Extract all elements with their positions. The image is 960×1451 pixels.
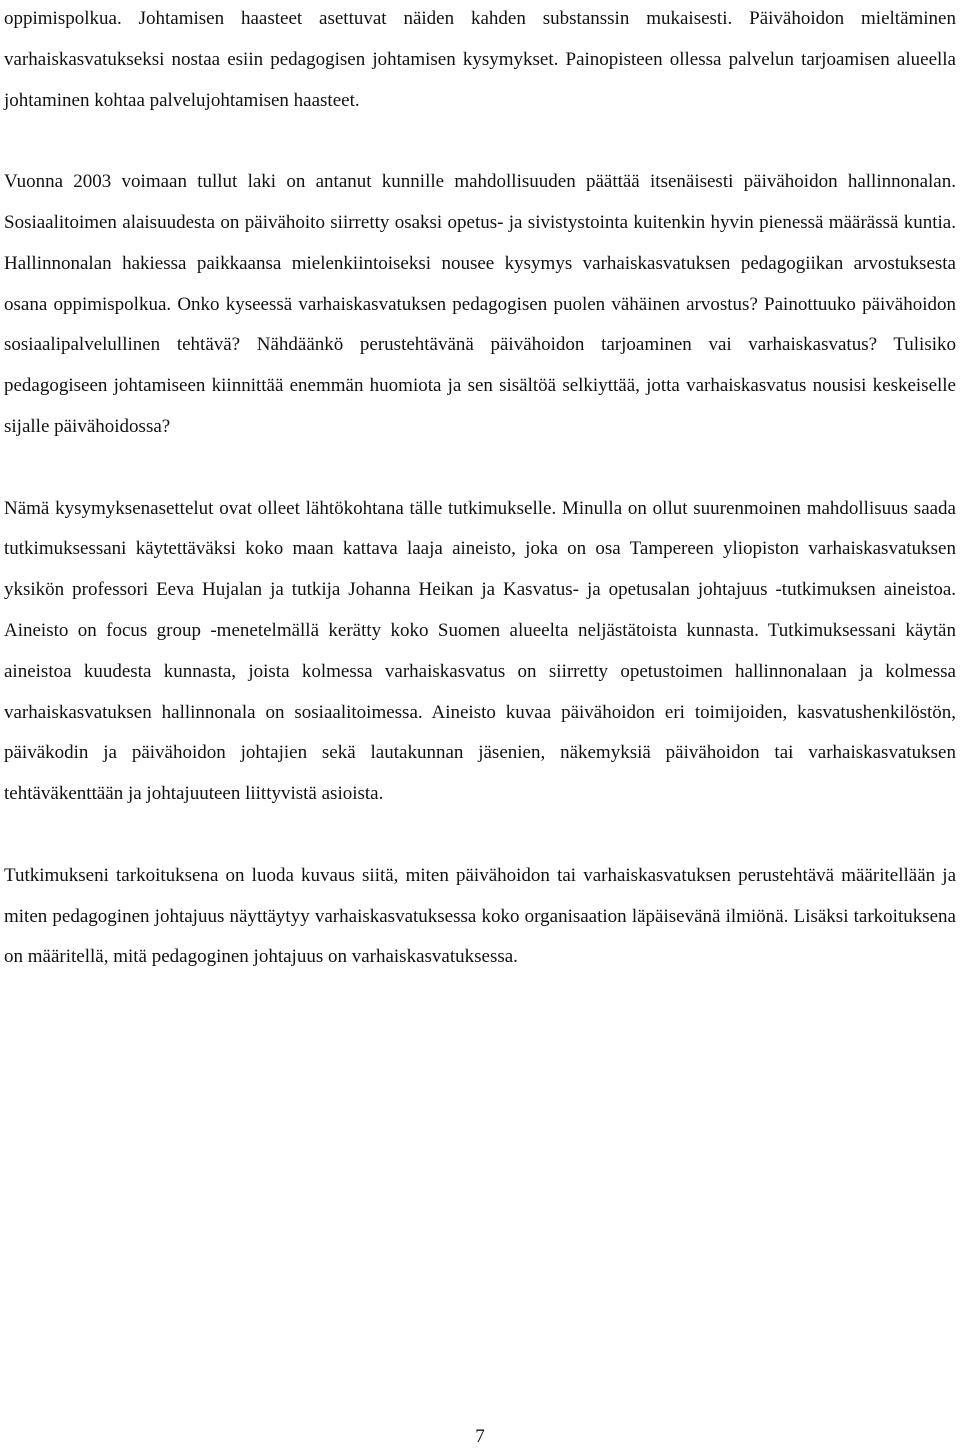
paragraph-1: oppimispolkua. Johtamisen haasteet asettuvat näiden kahden substanssin mukaisesti. Päivähoidon mieltäminen varhaiskasvatukseksi nostaa esiin pedagogisen johtamisen kysymykset. Painopisteen ollessa palvelun tarjoamisen alueella johtaminen kohtaa palvelujohtamisen haasteet.	[4, 8, 956, 111]
body-text	[4, 0, 956, 978]
paragraph-3: Nämä kysymyksenasettelut ovat olleet lähtökohtana tälle tutkimukselle. Minulla on ollut suurenmoinen mahdollisuus saada tutkimuksessani käytettäväksi koko maan kattava laaja aineisto, joka on osa Tampereen yliopiston varhaiskasvatuksen yksikön professori Eeva Hujalan ja tutkija Johanna Heikan ja Kasvatus- ja opetusalan johtajuus -tutkimuksen aineistoa. Aineisto on focus group -menetelmällä kerätty koko Suomen alueelta neljästätoista kunnasta. Tutkimuksessani käytän aineistoa kuudesta kunnasta, joista kolmessa varhaiskasvatus on siirretty opetustoimen hallinnonalaan ja kolmessa varhaiskasvatuksen hallinnonala on sosiaalitoimessa. Aineisto kuvaa päivähoidon eri toimijoiden, kasvatushenkilöstön, päiväkodin ja päivähoidon johtajien sekä lautakunnan jäsenien, näkemyksiä päivähoidon tai varhaiskasvatuksen tehtäväkenttään ja johtajuuteen liittyvistä asioista.	[4, 497, 956, 805]
paragraph-4: Tutkimukseni tarkoituksena on luoda kuvaus siitä, miten päivähoidon tai varhaiskasvatuksen perustehtävä määritellään ja miten pedagoginen johtajuus näyttäytyy varhaiskasvatuksessa koko organisaation läpäisevänä ilmiönä. Lisäksi tarkoituksena on määritellä, mitä pedagoginen johtajuus on varhaiskasvatuksessa.	[4, 864, 956, 968]
page-number: 7	[475, 1426, 485, 1447]
paragraph-2: Vuonna 2003 voimaan tullut laki on antanut kunnille mahdollisuuden päättää itsenäisesti päivähoidon hallinnonalan. Sosiaalitoimen alaisuudesta on päivähoito siirretty osaksi opetus- ja sivistystointa kuitenkin hyvin pienessä määrässä kuntia. Hallinnonalan hakiessa paikkaansa mielenkiintoiseksi nousee kysymys varhaiskasvatuksen pedagogiikan arvostuksesta osana oppimispolkua. Onko kyseessä varhaiskasvatuksen pedagogisen puolen vähäinen arvostus? Painottuuko päivähoidon sosiaalipalvelullinen tehtävä? Nähdäänkö perustehtävänä päivähoidon tarjoaminen vai varhaiskasvatus? Tulisiko pedagogiseen johtamiseen kiinnittää enemmän huomiota ja sen sisältöä selkiyttää, jotta varhaiskasvatus nousisi keskeiselle sijalle päivähoidossa?	[4, 171, 956, 437]
